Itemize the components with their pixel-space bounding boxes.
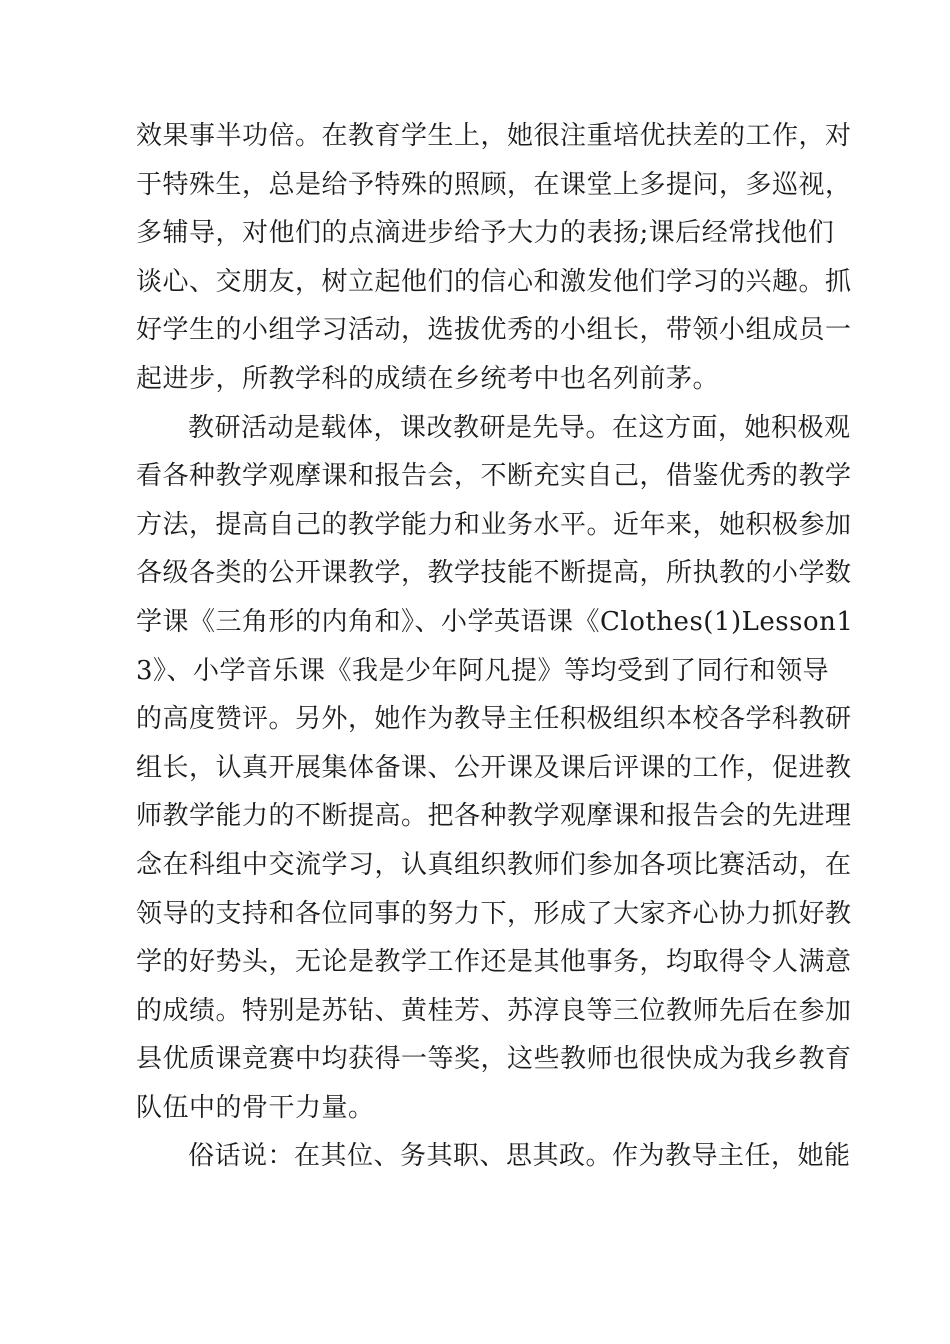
text-line: 于特殊生，总是给予特殊的照顾，在课堂上多提问，多巡视， [136, 169, 852, 200]
text-line: 组长，认真开展集体备课、公开课及课后评课的工作，促进教 [136, 752, 852, 783]
text-line: 3》、小学音乐课《我是少年阿凡提》等均受到了同行和领导 [136, 655, 830, 686]
text-line: 起进步，所教学科的成绩在乡统考中也名列前茅。 [136, 363, 720, 394]
text-line: 的成绩。特别是苏钻、黄桂芳、苏淳良等三位教师先后在参加 [136, 995, 852, 1026]
text-line: 多辅导，对他们的点滴进步给予大力的表扬;课后经常找他们 [136, 218, 835, 249]
text-line: 效果事半功倍。在教育学生上，她很注重培优扶差的工作，对 [136, 121, 852, 151]
text-line: 各级各类的公开课教学，教学技能不断提高，所执教的小学数 [136, 558, 852, 589]
text-line: 县优质课竞赛中均获得一等奖，这些教师也很快成为我乡教育 [136, 1044, 852, 1075]
text-line: 学的好势头，无论是教学工作还是其他事务，均取得令人满意 [136, 947, 852, 978]
text-line: 教研活动是载体，课改教研是先导。在这方面，她积极观 [188, 412, 851, 443]
text-line: 念在科组中交流学习，认真组织教师们参加各项比赛活动，在 [136, 849, 852, 880]
text-line: 谈心、交朋友，树立起他们的信心和激发他们学习的兴趣。抓 [136, 266, 852, 297]
text-line: 俗话说：在其位、务其职、思其政。作为教导主任，她能 [188, 1141, 851, 1172]
text-line: 师教学能力的不断提高。把各种教学观摩课和报告会的先进理 [136, 801, 852, 832]
text-line: 学课《三角形的内角和》、小学英语课《Clothes(1)Lesson1 [136, 606, 854, 637]
text-line: 领导的支持和各位同事的努力下，形成了大家齐心协力抓好教 [136, 898, 852, 929]
text-line: 看各种教学观摩课和报告会，不断充实自己，借鉴优秀的教学 [136, 461, 852, 492]
document-body [136, 112, 854, 1181]
text-line: 方法，提高自己的教学能力和业务水平。近年来，她积极参加 [136, 509, 852, 540]
text-line: 的高度赞评。另外，她作为教导主任积极组织本校各学科教研 [136, 704, 852, 735]
text-line: 好学生的小组学习活动，选拔优秀的小组长，带领小组成员一 [136, 315, 852, 346]
text-line: 队伍中的骨干力量。 [136, 1092, 375, 1123]
